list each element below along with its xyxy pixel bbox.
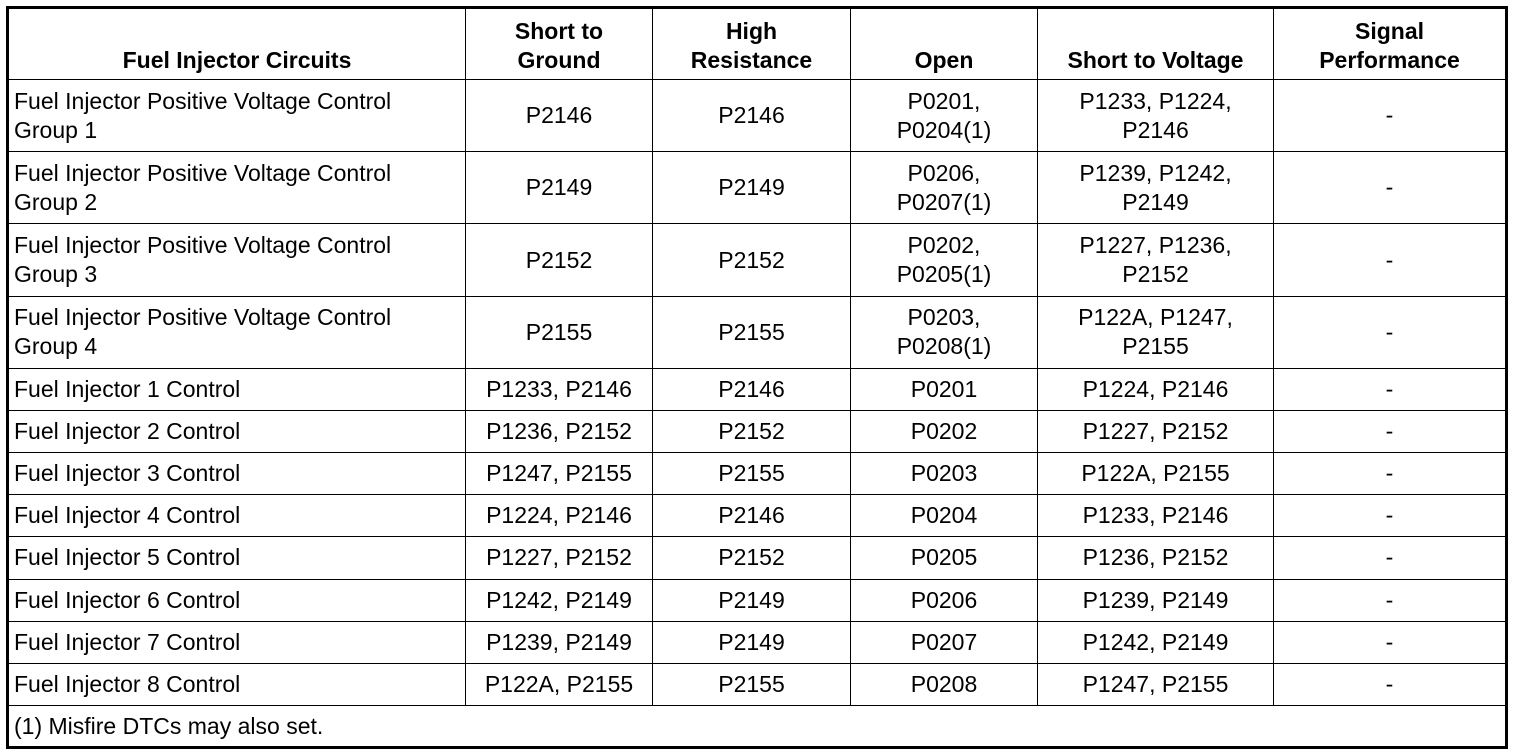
header-row — [8, 8, 1507, 80]
cell-text: P2155 — [718, 460, 785, 487]
cell-text: P0201 — [910, 375, 978, 402]
header-high-resistance: High Resistance — [653, 8, 851, 80]
cell-text: P2155 — [718, 318, 785, 345]
table-row — [8, 80, 1507, 152]
cell-text: Fuel Injector Positive Voltage Control — [14, 232, 392, 259]
cell-text: P2155 — [525, 318, 593, 345]
cell-text: P1247, P2155 — [1082, 670, 1229, 697]
cell-text: P2152 — [525, 246, 593, 273]
cell-open — [851, 579, 1038, 621]
cell-text: P1239, P2149 — [486, 628, 632, 655]
cell-text: Fuel Injector 5 Control — [14, 544, 241, 571]
cell-text: - — [1385, 174, 1394, 201]
table-row — [8, 296, 1507, 368]
cell-text: P0202, — [907, 232, 981, 259]
cell-text: Group 3 — [14, 261, 98, 288]
cell-text: Fuel Injector 1 Control — [14, 375, 241, 402]
cell-short-to-ground — [466, 663, 653, 705]
cell-text: P0205 — [910, 544, 978, 571]
cell-text: P0203, — [907, 304, 981, 331]
cell-signal-performance — [1274, 453, 1507, 495]
cell-text: P1242, P2149 — [1082, 628, 1229, 655]
cell-circuit — [8, 152, 466, 224]
cell-text: - — [1385, 670, 1394, 697]
cell-text: P2149 — [718, 586, 785, 613]
cell-signal-performance — [1274, 80, 1507, 152]
cell-open — [851, 152, 1038, 224]
cell-open — [851, 296, 1038, 368]
cell-circuit — [8, 368, 466, 410]
cell-high-resistance — [653, 368, 851, 410]
cell-text: P0208 — [910, 670, 978, 697]
cell-circuit — [8, 537, 466, 579]
cell-short-to-voltage — [1038, 537, 1274, 579]
cell-high-resistance — [653, 495, 851, 537]
cell-text: Fuel Injector Positive Voltage Control — [14, 159, 392, 186]
cell-text: Fuel Injector 8 Control — [14, 670, 241, 697]
cell-short-to-ground — [466, 537, 653, 579]
cell-text: - — [1385, 318, 1394, 345]
table-row — [8, 663, 1507, 705]
cell-circuit — [8, 579, 466, 621]
cell-text: P2146 — [525, 102, 593, 129]
cell-text: P2146 — [718, 375, 785, 402]
cell-text: P1227, P1236, — [1079, 232, 1232, 259]
cell-text: P1227, P2152 — [1082, 418, 1229, 445]
table-row — [8, 152, 1507, 224]
cell-high-resistance — [653, 411, 851, 453]
cell-text: P122A, P2155 — [484, 670, 634, 697]
cell-short-to-voltage — [1038, 621, 1274, 663]
cell-signal-performance — [1274, 368, 1507, 410]
cell-text: P1239, P1242, — [1079, 159, 1232, 186]
cell-circuit — [8, 80, 466, 152]
cell-open — [851, 663, 1038, 705]
cell-high-resistance — [653, 296, 851, 368]
table-row — [8, 579, 1507, 621]
cell-text: P1242, P2149 — [486, 586, 632, 613]
cell-text: P1233, P2146 — [1082, 502, 1229, 529]
cell-text: Group 2 — [14, 188, 98, 215]
cell-text: P2152 — [718, 418, 785, 445]
cell-text: Fuel Injector 2 Control — [14, 418, 241, 445]
cell-high-resistance — [653, 453, 851, 495]
cell-text: P2149 — [718, 174, 785, 201]
cell-high-resistance — [653, 621, 851, 663]
cell-text: P0204 — [910, 502, 978, 529]
cell-text: Fuel Injector 6 Control — [14, 586, 241, 613]
cell-circuit — [8, 663, 466, 705]
cell-high-resistance — [653, 537, 851, 579]
table-body — [8, 80, 1507, 706]
cell-text: P1233, P2146 — [486, 375, 632, 402]
cell-short-to-ground — [466, 224, 653, 296]
cell-open — [851, 537, 1038, 579]
cell-text: P2149 — [718, 628, 785, 655]
cell-signal-performance — [1274, 621, 1507, 663]
cell-open — [851, 80, 1038, 152]
cell-text: Fuel Injector 4 Control — [14, 502, 241, 529]
cell-text: Group 4 — [14, 333, 98, 360]
cell-signal-performance — [1274, 663, 1507, 705]
cell-circuit — [8, 495, 466, 537]
cell-text: P1233, P1224, — [1079, 87, 1232, 114]
table-row — [8, 453, 1507, 495]
cell-text: P2155 — [1122, 333, 1189, 360]
cell-text: P0207(1) — [896, 188, 992, 215]
dtc-table — [6, 6, 1508, 749]
cell-text: P1236, P2152 — [1082, 544, 1229, 571]
cell-open — [851, 495, 1038, 537]
header-circuits: Fuel Injector Circuits — [8, 8, 466, 80]
cell-text: P1227, P2152 — [486, 544, 632, 571]
cell-text: P2152 — [718, 246, 785, 273]
cell-open — [851, 453, 1038, 495]
cell-circuit — [8, 224, 466, 296]
cell-short-to-ground — [466, 579, 653, 621]
cell-high-resistance — [653, 663, 851, 705]
cell-text: Fuel Injector Positive Voltage Control — [14, 87, 392, 114]
cell-text: Fuel Injector 7 Control — [14, 628, 241, 655]
cell-text: P0206 — [910, 586, 978, 613]
cell-text: P122A, P1247, — [1078, 304, 1233, 331]
cell-short-to-ground — [466, 80, 653, 152]
cell-high-resistance — [653, 224, 851, 296]
cell-text: P2149 — [1122, 188, 1189, 215]
cell-short-to-ground — [466, 296, 653, 368]
cell-short-to-ground — [466, 368, 653, 410]
cell-text: P1224, P2146 — [486, 502, 632, 529]
cell-short-to-voltage — [1038, 152, 1274, 224]
cell-text: Fuel Injector 3 Control — [14, 460, 241, 487]
cell-text: P0201, — [907, 87, 981, 114]
cell-short-to-ground — [466, 152, 653, 224]
cell-text: Fuel Injector Positive Voltage Control — [14, 304, 392, 331]
cell-text: - — [1385, 375, 1394, 402]
cell-text: P122A, P2155 — [1081, 460, 1230, 487]
cell-text: - — [1385, 418, 1394, 445]
header-open: Open — [851, 8, 1038, 80]
cell-text: P2146 — [1122, 116, 1189, 143]
cell-short-to-voltage — [1038, 368, 1274, 410]
cell-text: P0206, — [907, 159, 981, 186]
cell-short-to-voltage — [1038, 579, 1274, 621]
cell-open — [851, 621, 1038, 663]
cell-short-to-ground — [466, 453, 653, 495]
table-row — [8, 621, 1507, 663]
cell-short-to-voltage — [1038, 411, 1274, 453]
cell-text: - — [1385, 628, 1394, 655]
cell-short-to-voltage — [1038, 80, 1274, 152]
cell-circuit — [8, 296, 466, 368]
cell-short-to-voltage — [1038, 224, 1274, 296]
cell-text: Group 1 — [14, 116, 98, 143]
header-short-to-voltage: Short to Voltage — [1038, 8, 1274, 80]
cell-signal-performance — [1274, 411, 1507, 453]
table-row — [8, 411, 1507, 453]
cell-circuit — [8, 453, 466, 495]
cell-text: - — [1385, 460, 1394, 487]
cell-text: P2149 — [525, 174, 593, 201]
table-row — [8, 368, 1507, 410]
footnote-row — [8, 706, 1507, 748]
cell-text: P2152 — [1122, 261, 1189, 288]
cell-text: P1236, P2152 — [486, 418, 632, 445]
table-row — [8, 537, 1507, 579]
cell-circuit — [8, 411, 466, 453]
cell-text: - — [1385, 246, 1394, 273]
cell-circuit — [8, 621, 466, 663]
cell-signal-performance — [1274, 495, 1507, 537]
cell-text: P1247, P2155 — [486, 460, 632, 487]
cell-signal-performance — [1274, 152, 1507, 224]
cell-text: P0207 — [910, 628, 978, 655]
header-short-to-ground: Short to Ground — [466, 8, 653, 80]
cell-text: P0203 — [910, 460, 978, 487]
cell-short-to-voltage — [1038, 495, 1274, 537]
header-signal-performance: Signal Performance — [1274, 8, 1507, 80]
cell-high-resistance — [653, 152, 851, 224]
cell-text: P1224, P2146 — [1082, 375, 1229, 402]
cell-short-to-voltage — [1038, 453, 1274, 495]
cell-short-to-ground — [466, 411, 653, 453]
cell-open — [851, 224, 1038, 296]
cell-short-to-ground — [466, 621, 653, 663]
cell-text: P1239, P2149 — [1082, 586, 1229, 613]
table-row — [8, 224, 1507, 296]
cell-high-resistance — [653, 579, 851, 621]
cell-short-to-voltage — [1038, 296, 1274, 368]
cell-open — [851, 411, 1038, 453]
cell-open — [851, 368, 1038, 410]
cell-text: - — [1385, 544, 1394, 571]
cell-text: P2152 — [718, 544, 785, 571]
cell-text: P0208(1) — [896, 333, 992, 360]
cell-short-to-voltage — [1038, 663, 1274, 705]
cell-signal-performance — [1274, 224, 1507, 296]
cell-text: P2155 — [718, 670, 785, 697]
cell-text: P0202 — [910, 418, 978, 445]
cell-text: P2146 — [718, 502, 785, 529]
footnote: (1) Misfire DTCs may also set. — [8, 706, 1507, 748]
cell-text: - — [1385, 586, 1394, 613]
cell-text: P2146 — [718, 102, 785, 129]
cell-text: P0205(1) — [896, 261, 992, 288]
cell-text: - — [1385, 502, 1394, 529]
cell-high-resistance — [653, 80, 851, 152]
cell-text: - — [1385, 102, 1394, 129]
cell-signal-performance — [1274, 579, 1507, 621]
table-row — [8, 495, 1507, 537]
cell-signal-performance — [1274, 537, 1507, 579]
cell-text: P0204(1) — [896, 116, 992, 143]
cell-short-to-ground — [466, 495, 653, 537]
cell-signal-performance — [1274, 296, 1507, 368]
